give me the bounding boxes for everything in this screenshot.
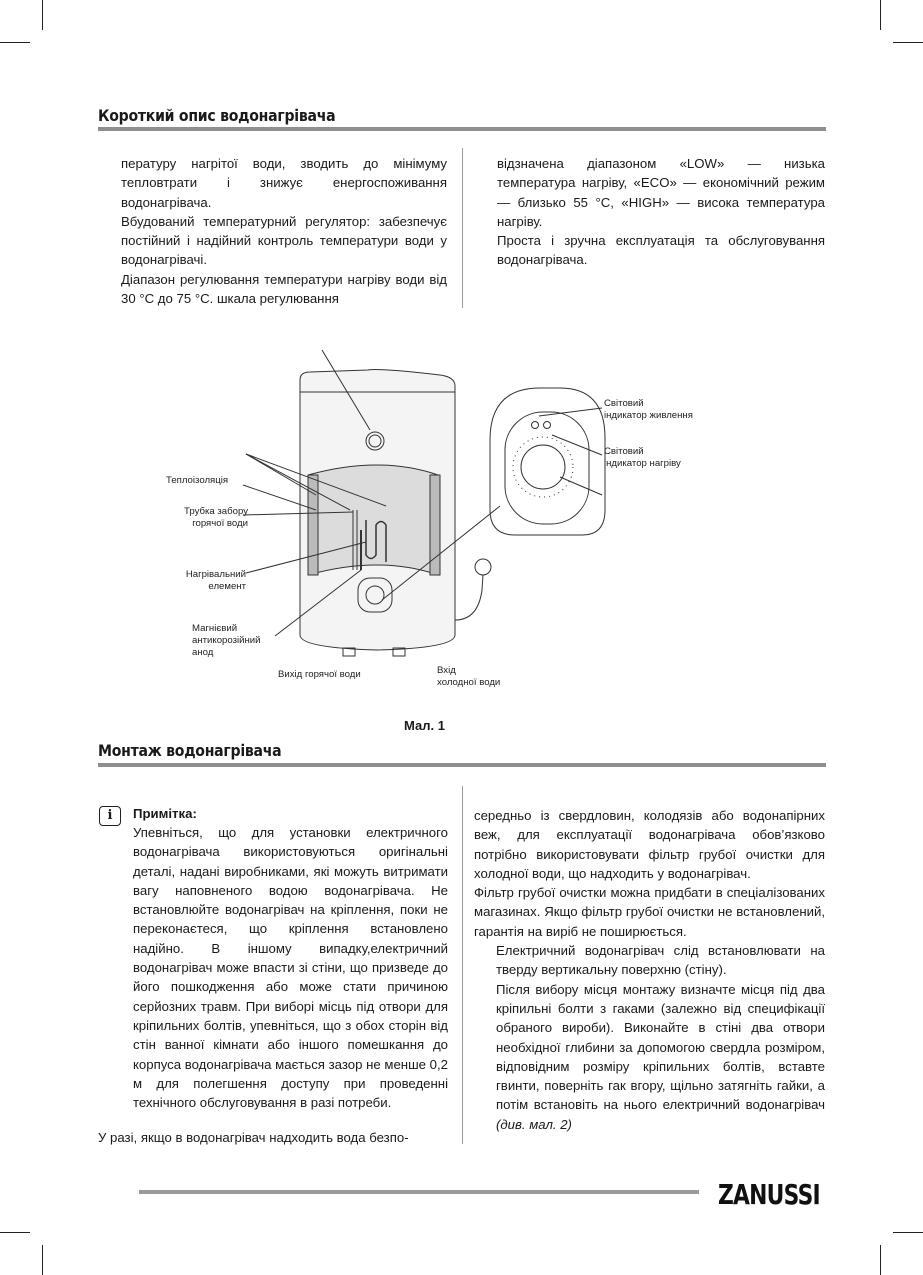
label-heat-indicator: Світовий індикатор нагріву xyxy=(604,446,681,469)
figure-reference: (див. мал. 2) xyxy=(496,1116,572,1132)
crop-mark xyxy=(880,0,881,30)
footer-rule xyxy=(139,1190,699,1194)
paragraph: Фільтр грубої очистки можна придбати в спеціалізованих магазинах. Якщо фільтр грубої очистки не встановлений, гарантія на виріб не поширюється. xyxy=(474,885,825,939)
paragraph xyxy=(474,980,825,1134)
crop-mark xyxy=(893,42,923,43)
crop-mark xyxy=(0,42,30,43)
brand-logo: ZANUSSI xyxy=(718,1178,820,1211)
label-anode: Магнієвий антикорозійний анод xyxy=(192,623,261,658)
paragraph: пературу нагрітої води, зводить до мінімуму тепловтрати і знижує енергоспоживання водонагрівача. xyxy=(121,156,447,210)
section-title-installation: Монтаж водонагрівача xyxy=(98,741,282,760)
label-cold-inlet: Вхід холодної води xyxy=(437,665,501,688)
paragraph: середньо із свердловин, колодязів або водонапірних веж, для експлуатації водонагрівача обов’язково потрібно використовувати фільтр грубої очистки для холодної води, що надходить у водонагрівач. xyxy=(474,808,825,881)
paragraph: Упевніться, що для установки електричного водонагрівача використовуються оригінальні деталі, надані виробниками, які можуть витримати вагу наповненого водою водонагрівача. Не встановлюйте водонагрівач на кріплення, поки не переконаєтеся, що кріплення встановлено надійно. В іншому випадку,електричний водонагрівач може впасти зі стіни, що призведе до його пошкодження або може стати причиною серйозних травм. При виборі місць під отвори для кріпильних болтів, упевніться, що з обох сторін від стін ванної кімнати або іншого помешкання до корпуса водонагрівача мається зазор не менше 0,2 м для полегшення доступу при проведенні технічного обслуговування в разі потреби. xyxy=(133,825,448,1111)
installation-right-column xyxy=(474,806,825,1134)
paragraph: Електричний водонагрівач слід встановлювати на тверду вертикальну поверхню (стіну). xyxy=(496,943,825,978)
paragraph: відзначена діапазоном «LOW» — низька температура нагріву, «ECO» — економічний режим — близько 55 °C, «HIGH» — висока температура нагріву. xyxy=(497,156,825,229)
installation-left-tail xyxy=(98,1128,448,1147)
description-right-column xyxy=(497,154,825,270)
section-rule xyxy=(98,763,826,767)
figure-caption: Мал. 1 xyxy=(404,718,445,733)
crop-mark xyxy=(893,1232,923,1233)
section-title-description: Короткий опис водонагрівача xyxy=(98,106,336,125)
crop-mark xyxy=(42,1245,43,1275)
label-hot-water-tube: Трубка забору горячої води xyxy=(184,506,248,529)
info-icon: i xyxy=(99,806,121,826)
paragraph-text: Після вибору місця монтажу визначте місця під два кріпильні болти з гаками (залежно від специфікації обраного вироби). Виконайте в стіні два отвори необхідної глибини за допомогою свердла розміром, відповідним розміру кріпильних болтів, вставте гвинти, поверніть гак вгору, щільно затягніть гайки, а потім встановіть на нього електричний водонагрівач xyxy=(496,981,825,1113)
column-divider xyxy=(462,786,463,1144)
paragraph: Діапазон регулювання температури нагріву води від 30 °C до 75 °C. шкала регулювання xyxy=(121,271,447,307)
label-heating-element: Нагрівальний елемент xyxy=(185,569,246,592)
label-power-indicator: Світовий індикатор живлення xyxy=(604,398,693,421)
power-cord xyxy=(455,575,483,620)
label-hot-outlet: Вихід горячої води xyxy=(278,669,361,680)
power-plug xyxy=(475,559,491,575)
crop-mark xyxy=(880,1245,881,1275)
water-heater-diagram xyxy=(0,330,923,710)
label-insulation: Теплоізоляція xyxy=(166,475,229,486)
crop-mark xyxy=(42,0,43,30)
note-title: Примітка: xyxy=(133,806,197,821)
paragraph: Проста і зручна експлуатація та обслуговування водонагрівача. xyxy=(497,233,825,268)
paragraph: У разі, якщо в водонагрівач надходить вода безпо- xyxy=(98,1130,409,1145)
paragraph: Вбудований температурний регулятор: забезпечує постійний і надійний контроль температури води у водонагрівачі. xyxy=(121,213,447,268)
crop-mark xyxy=(0,1232,30,1233)
note-text xyxy=(133,823,448,1112)
section-rule xyxy=(98,127,826,131)
description-left-column xyxy=(121,154,447,308)
column-divider xyxy=(462,148,463,308)
